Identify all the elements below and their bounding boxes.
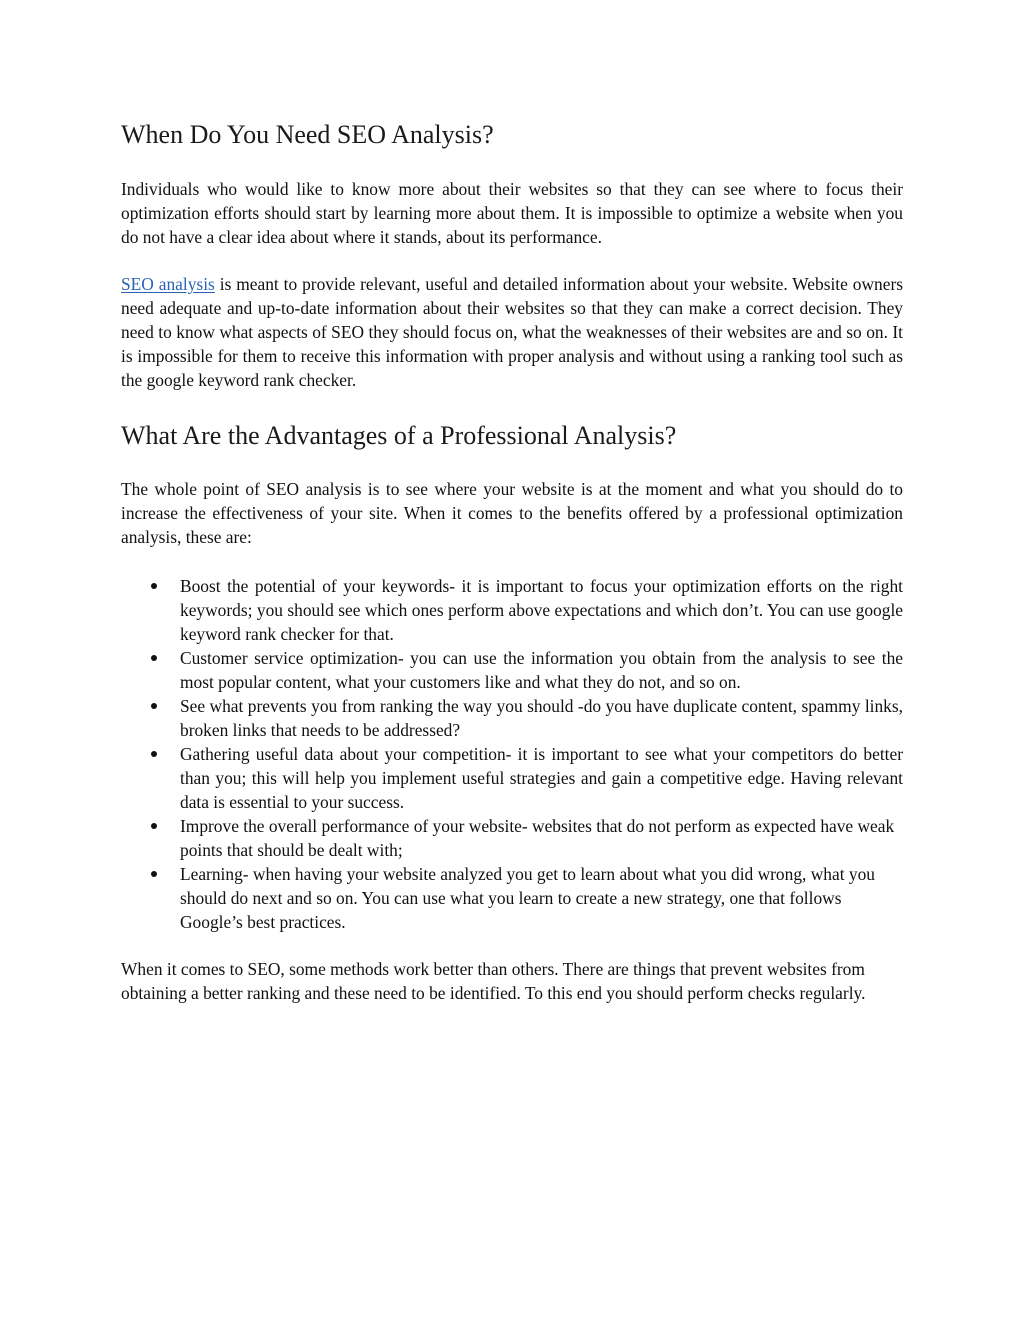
bullet-icon	[151, 751, 157, 757]
advantages-list	[121, 574, 903, 934]
seo-analysis-link[interactable]: SEO analysis	[121, 274, 215, 294]
paragraph-intro: Individuals who would like to know more about their websites so that they can see where to focus their optimization efforts should start by learning more about them. It is impossible to optimize a website when you do not have a clear idea about where it stands, about its performance.	[121, 179, 903, 247]
list-item	[121, 862, 903, 934]
list-item	[121, 574, 903, 646]
list-item	[121, 694, 903, 742]
bullet-icon	[151, 823, 157, 829]
bullet-icon	[151, 871, 157, 877]
heading-advantages: What Are the Advantages of a Professional Analysis?	[121, 421, 677, 450]
bullet-icon	[151, 655, 157, 661]
list-item-text: Improve the overall performance of your website- websites that do not perform as expected have weak points that should be dealt with;	[180, 816, 895, 860]
list-item-text: Customer service optimization- you can use the information you obtain from the analysis to see the most popular content, what your customers like and what they do not, and so on.	[180, 648, 903, 692]
list-item-text: Gathering useful data about your competition- it is important to see what your competitors do better than you; this will help you implement useful strategies and gain a competitive edge. Having relevant data is essential to your success.	[180, 744, 903, 812]
paragraph-seo-analysis-text: is meant to provide relevant, useful and detailed information about your website. Website owners need adequate and up-to-date information about their websites so that they can make a correct decision. They need to know what aspects of SEO they should focus on, what the weaknesses of their websites are and so on. It is impossible for them to receive this information with proper analysis and without using a ranking tool such as the google keyword rank checker.	[121, 274, 903, 390]
paragraph-closing: When it comes to SEO, some methods work better than others. There are things that prevent websites from obtaining a better ranking and these need to be identified. To this end you should perform checks regularly.	[121, 959, 866, 1003]
paragraph-seo-analysis	[121, 272, 903, 392]
bullet-icon	[151, 583, 157, 589]
list-item-text: Learning- when having your website analyzed you get to learn about what you did wrong, what you should do next and so on. You can use what you learn to create a new strategy, one that follows Google’s best practices.	[180, 864, 875, 932]
list-item	[121, 646, 903, 694]
bullet-icon	[151, 703, 157, 709]
paragraph-advantages-intro: The whole point of SEO analysis is to see where your website is at the moment and what you should do to increase the effectiveness of your site. When it comes to the benefits offered by a professional optimization analysis, these are:	[121, 479, 903, 547]
list-item	[121, 814, 903, 862]
list-item-text: Boost the potential of your keywords- it is important to focus your optimization efforts on the right keywords; you should see which ones perform above expectations and which don’t. You can use google keyword rank checker for that.	[180, 576, 903, 644]
list-item	[121, 742, 903, 814]
list-item-text: See what prevents you from ranking the way you should -do you have duplicate content, spammy links, broken links that needs to be addressed?	[180, 696, 903, 740]
heading-seo-analysis: When Do You Need SEO Analysis?	[121, 120, 494, 149]
